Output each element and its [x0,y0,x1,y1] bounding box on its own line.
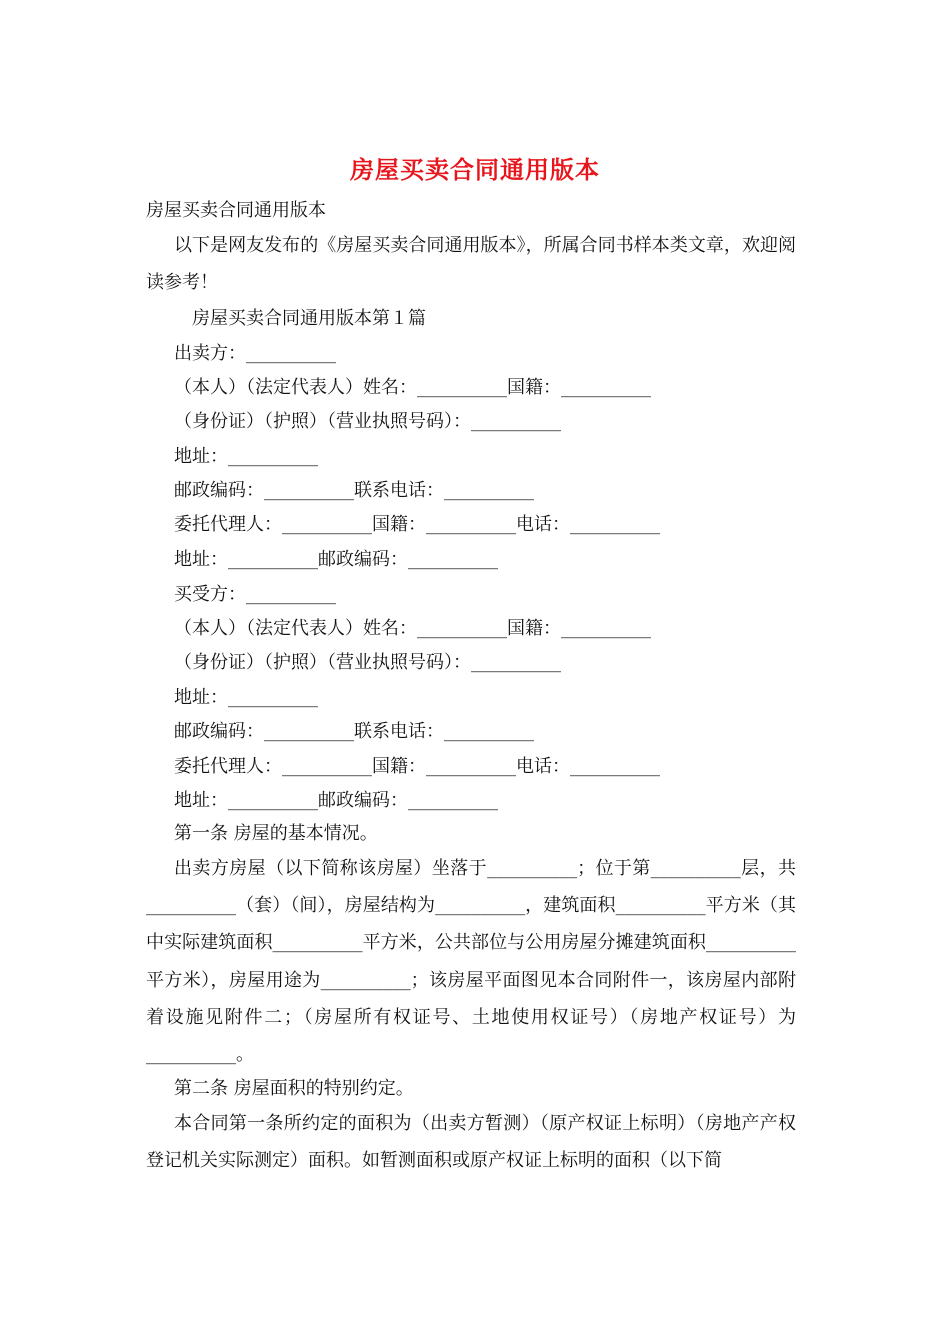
seller-party: 出卖方：__________ [174,343,336,364]
buyer-agent: 委托代理人：__________国籍：__________电话：__________ [174,756,660,777]
seller-postal-phone: 邮政编码：__________联系电话：__________ [174,480,534,501]
document-subtitle: 房屋买卖合同通用版本 [146,200,326,221]
buyer-id-line: （身份证）（护照）（营业执照号码）：__________ [174,652,561,673]
buyer-name-line: （本人）（法定代表人）姓名：__________国籍：__________ [174,618,651,639]
buyer-address: 地址：__________ [174,687,318,708]
buyer-party: 买受方：__________ [174,584,336,605]
document-title: 房屋买卖合同通用版本 [350,155,600,184]
buyer-postal-phone: 邮政编码：__________联系电话：__________ [174,721,534,742]
seller-agent: 委托代理人：__________国籍：__________电话：__________ [174,514,660,535]
article1-body: 出卖方房屋（以下简称该房屋）坐落于__________；位于第__________层，共__________（套）（间），房屋结构为__________，建筑面积__________平方米（其中实际建筑面积__________平方米，公共部位与公用房屋分摊建筑面积__________平方米），房屋用途为__________；该房屋平面图见本合同附件一，该房屋内部附着设施见附件二；（房屋所有权证号、土地使用权证号）（房地产权证号）为__________。 [146,858,796,1066]
seller-address: 地址：__________ [174,446,318,467]
article2-heading: 第二条 房屋面积的特别约定。 [174,1078,414,1099]
buyer-address-postal: 地址：__________邮政编码：__________ [174,790,498,811]
article1-heading: 第一条 房屋的基本情况。 [174,823,378,844]
seller-address-postal: 地址：__________邮政编码：__________ [174,549,498,570]
seller-name-line: （本人）（法定代表人）姓名：__________国籍：__________ [174,377,651,398]
section-heading: 房屋买卖合同通用版本第１篇 [192,308,426,329]
intro-paragraph: 以下是网友发布的《房屋买卖合同通用版本》，所属合同书样本类文章，欢迎阅读参考！ [146,235,796,294]
article2-body: 本合同第一条所约定的面积为（出卖方暂测）（原产权证上标明）（房地产产权登记机关实际测定）面积。如暂测面积或原产权证上标明的面积（以下简 [146,1113,796,1172]
seller-id-line: （身份证）（护照）（营业执照号码）：__________ [174,411,561,432]
